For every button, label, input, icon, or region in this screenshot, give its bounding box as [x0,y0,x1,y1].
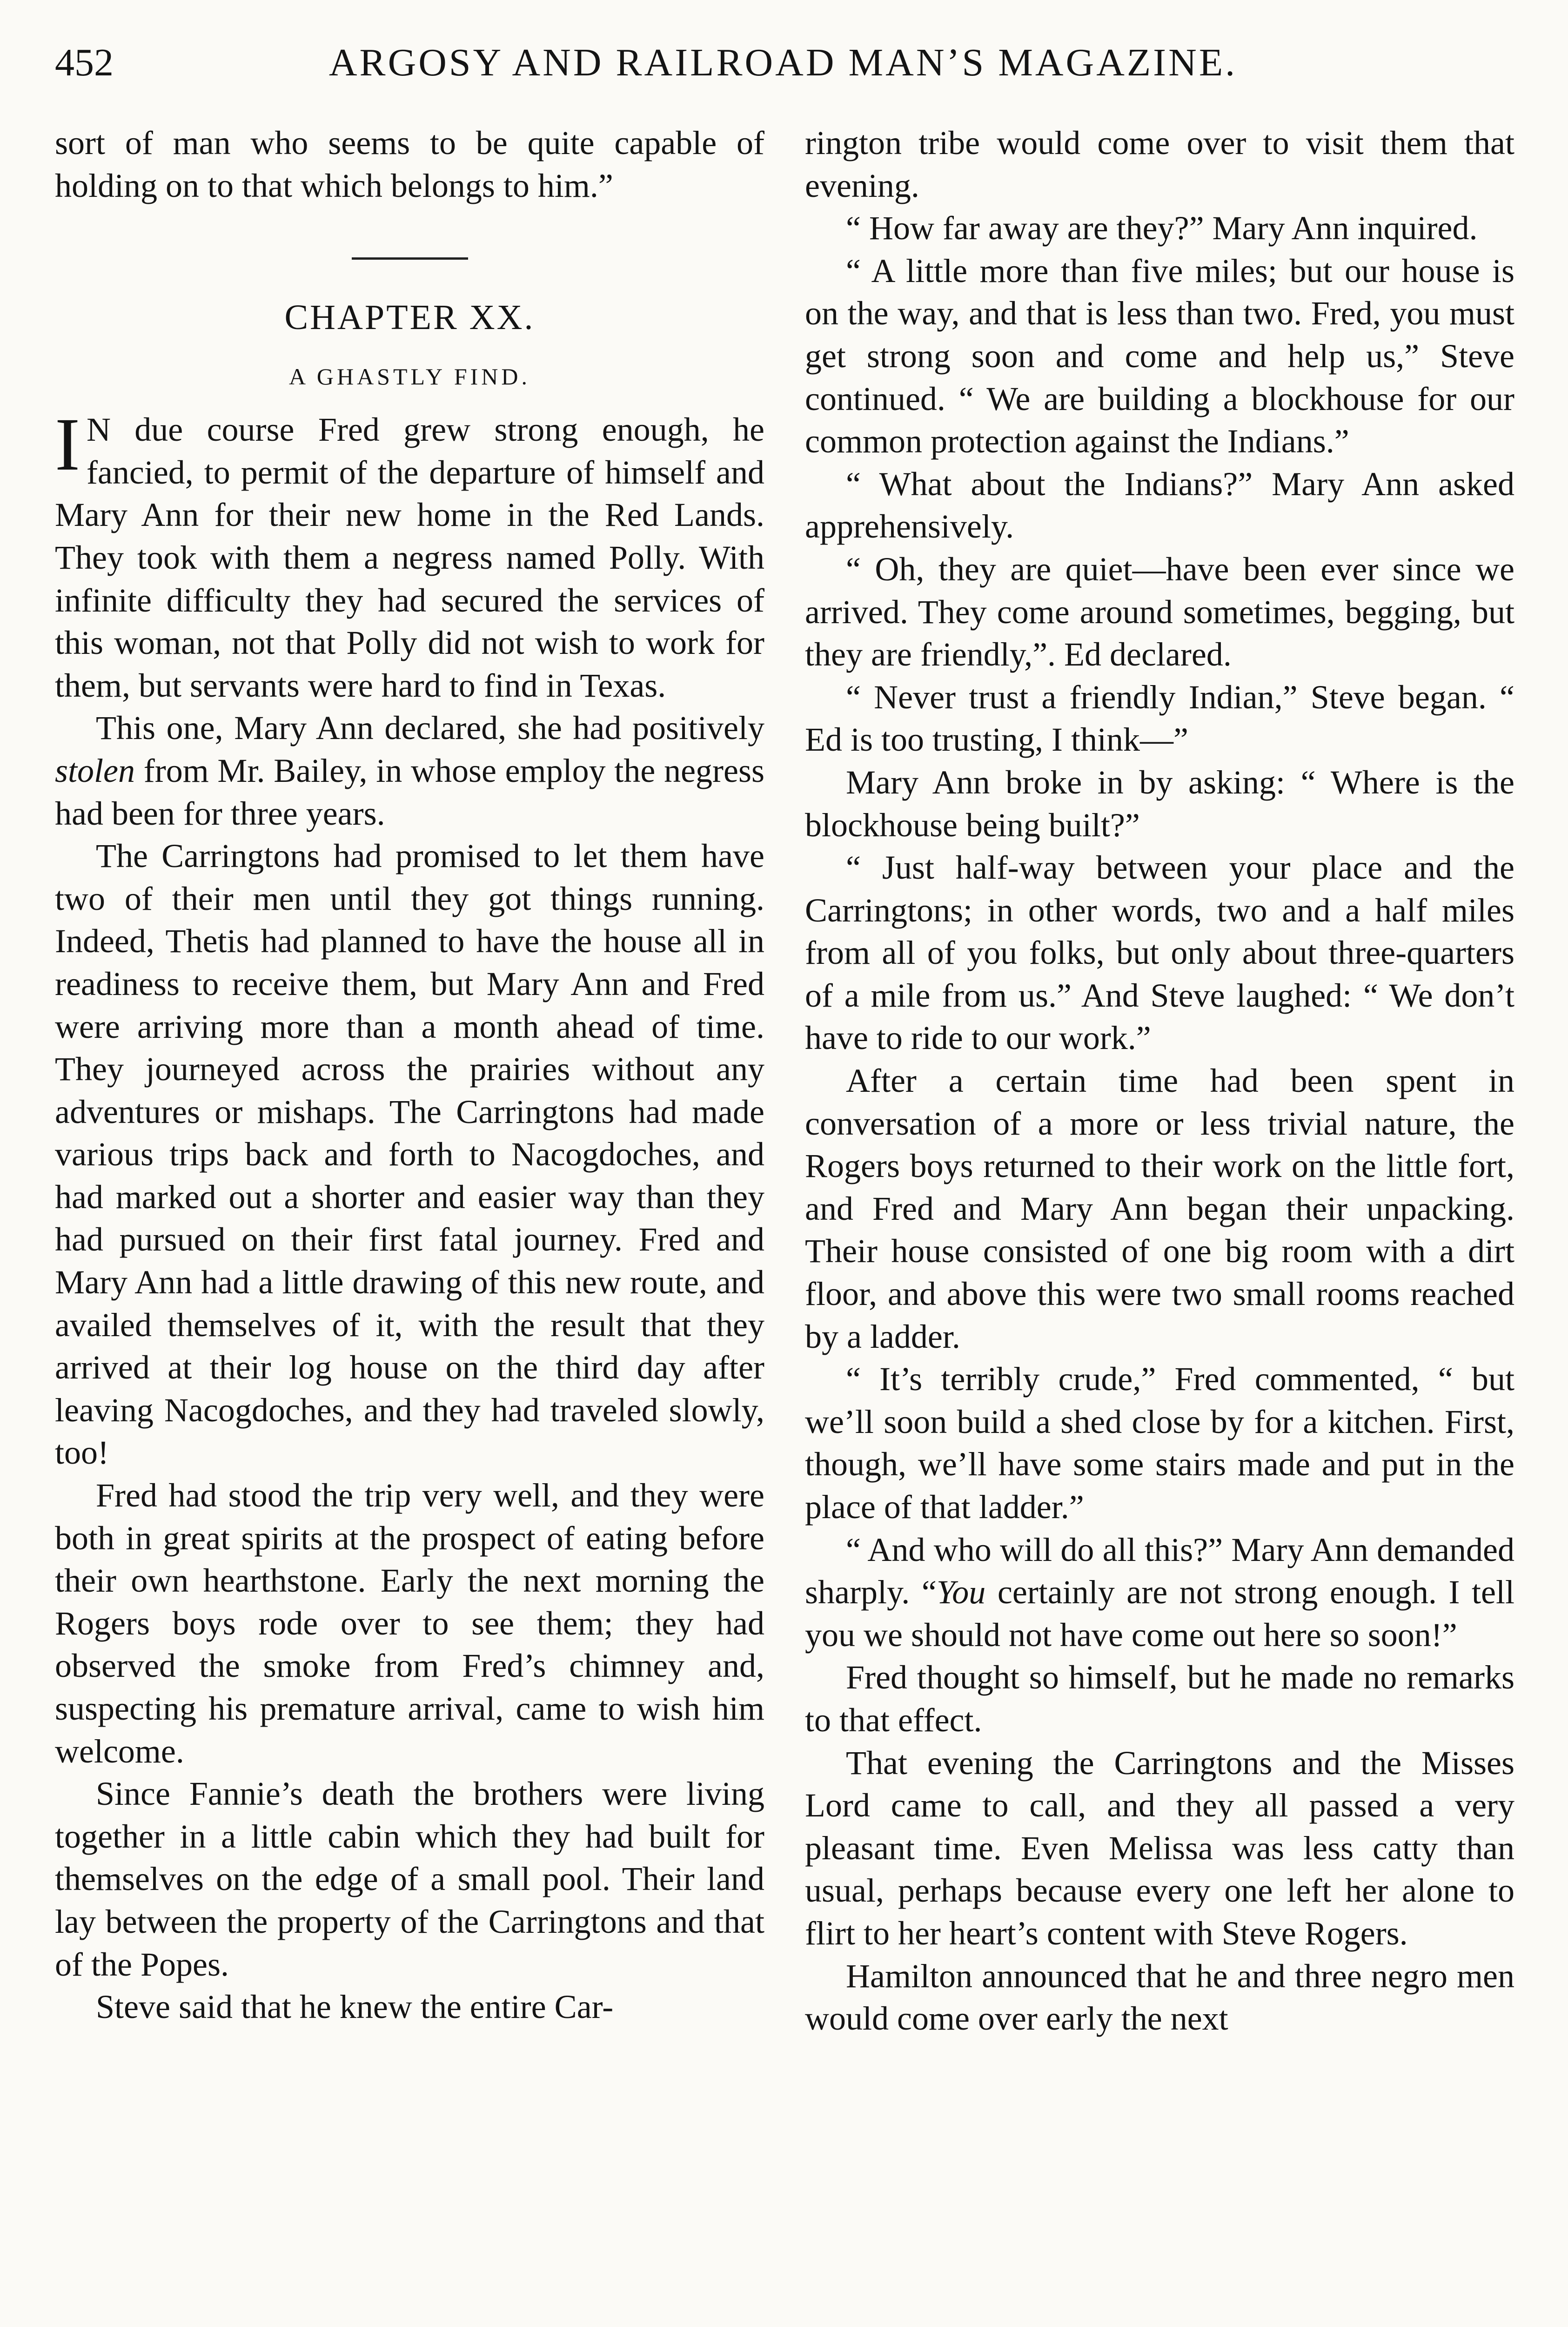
paragraph: Mary Ann broke in by asking: “ Where is the blockhouse being built?” [805,763,1514,844]
opening-paragraph: sort of man who seems to be quite capable of holding on to that which belongs to him.” [55,124,764,204]
paragraph: Fred had stood the trip very well, and they were both in great spirits at the prospect of eating before their own hearthstone. Early the next morning the Rogers boys rode over to see them; they had observed the smoke from Fred’s chimney and, suspecting his premature arrival, came to wish him welcome. [55,1477,764,1770]
first-paragraph [55,403,764,707]
paragraph: Steve said that he knew the entire Car- [96,1988,614,2026]
running-title: ARGOSY AND RAILROAD MAN’S MAGAZINE. [328,41,1238,84]
paragraph: “ Oh, they are quiet—have been ever since we arrived. They come around sometimes, begging, but they are friendly,”. Ed declared. [805,550,1514,673]
page-number: 452 [55,41,114,84]
drop-cap: I [55,403,80,487]
paragraph: “ It’s terribly crude,” Fred commented, “ but we’ll soon build a shed close by for a kitchen. First, though, we’ll have some stairs made and put in the place of that ladder.” [805,1360,1514,1526]
paragraph: “ How far away are they?” Mary Ann inquired. [846,209,1478,247]
paragraph: “ A little more than five miles; but our house is on the way, and that is less than two. Fred, you must get strong soon and come and help us,” Steve continued. “ We are building a blockhouse for our common protection against the Indians.” [805,252,1514,460]
paragraph: That evening the Carringtons and the Misses Lord came to call, and they all passed a very pleasant time. Even Melissa was less catty than usual, perhaps because every one left her alone to flirt to her heart’s content with Steve Rogers. [805,1744,1514,1952]
emphasis-text: stolen [55,752,135,789]
paragraph: “ What about the Indians?” Mary Ann asked apprehensively. [805,465,1514,545]
left-column [55,122,764,2029]
paragraph: Since Fannie’s death the brothers were living together in a little cabin which they had built for themselves on the edge of a small pool. Their land lay between the property of the Carringtons and that of the Popes. [55,1775,764,1983]
paragraph-text: This one, Mary Ann declared, she had positively [96,709,764,747]
paragraph: “ Never trust a friendly Indian,” Steve began. “ Ed is too trusting, I think—” [805,678,1514,759]
chapter-title: CHAPTER XX. [284,298,535,337]
paragraph: The Carringtons had promised to let them have two of their men until they got things running. Indeed, Thetis had planned to have the house all in readiness to receive them, but Mary Ann and Fred were arriving more than a month ahead of time. They journeyed across the prairies without any adventures or mishaps. The Carringtons had made various trips back and forth to Nacogdoches, and had marked out a shorter and easier way than they had pursued on their first fatal journey. Fred and Mary Ann had a little drawing of this new route, and availed themselves of it, with the result that they arrived at their log house on the third day after leaving Nacogdoches, and they had traveled slowly, too! [55,837,764,1472]
section-divider [352,257,468,260]
paragraph [805,1529,1514,1657]
paragraph-text: “ And who will do all this?” Mary Ann demanded sharply. “ [805,1531,1514,1611]
chapter-subtitle: A GHASTLY FIND. [289,363,530,390]
paragraph: “ Just half-way between your place and the Carringtons; in other words, two and a half miles from all of you folks, but only about three-quarters of a mile from us.” And Steve laughed: “ We don’t have to ride to our work.” [805,849,1514,1057]
right-column [805,122,1514,2040]
paragraph [55,707,764,835]
paragraph: Hamilton announced that he and three negro men would come over early the next [805,1957,1514,2038]
paragraph: After a certain time had been spent in conversation of a more or less trivial nature, the Rogers boys returned to their work on the little fort, and Fred and Mary Ann began their unpacking. Their house consisted of one big room with a dirt floor, and above this were two small rooms reached by a ladder. [805,1062,1514,1355]
paragraph: Fred thought so himself, but he made no remarks to that effect. [805,1659,1514,1739]
page-header [55,35,1511,91]
paragraph-text: from Mr. Bailey, in whose employ the negress had been for three years. [55,752,764,832]
paragraph-text: certainly are not strong enough. I tell you we should not have come out here so soon!” [805,1574,1515,1654]
emphasis-text: You [936,1574,986,1611]
continuation-paragraph: rington tribe would come over to visit them that evening. [805,124,1514,204]
first-paragraph-text: N due course Fred grew strong enough, he fancied, to permit of the departure of himself and Mary Ann for their new home in the Red Lands. They took with them a negress named Polly. With infinite difficulty they had secured the services of this woman, not that Polly did not wish to work for them, but servants were hard to find in Texas. [55,411,764,704]
